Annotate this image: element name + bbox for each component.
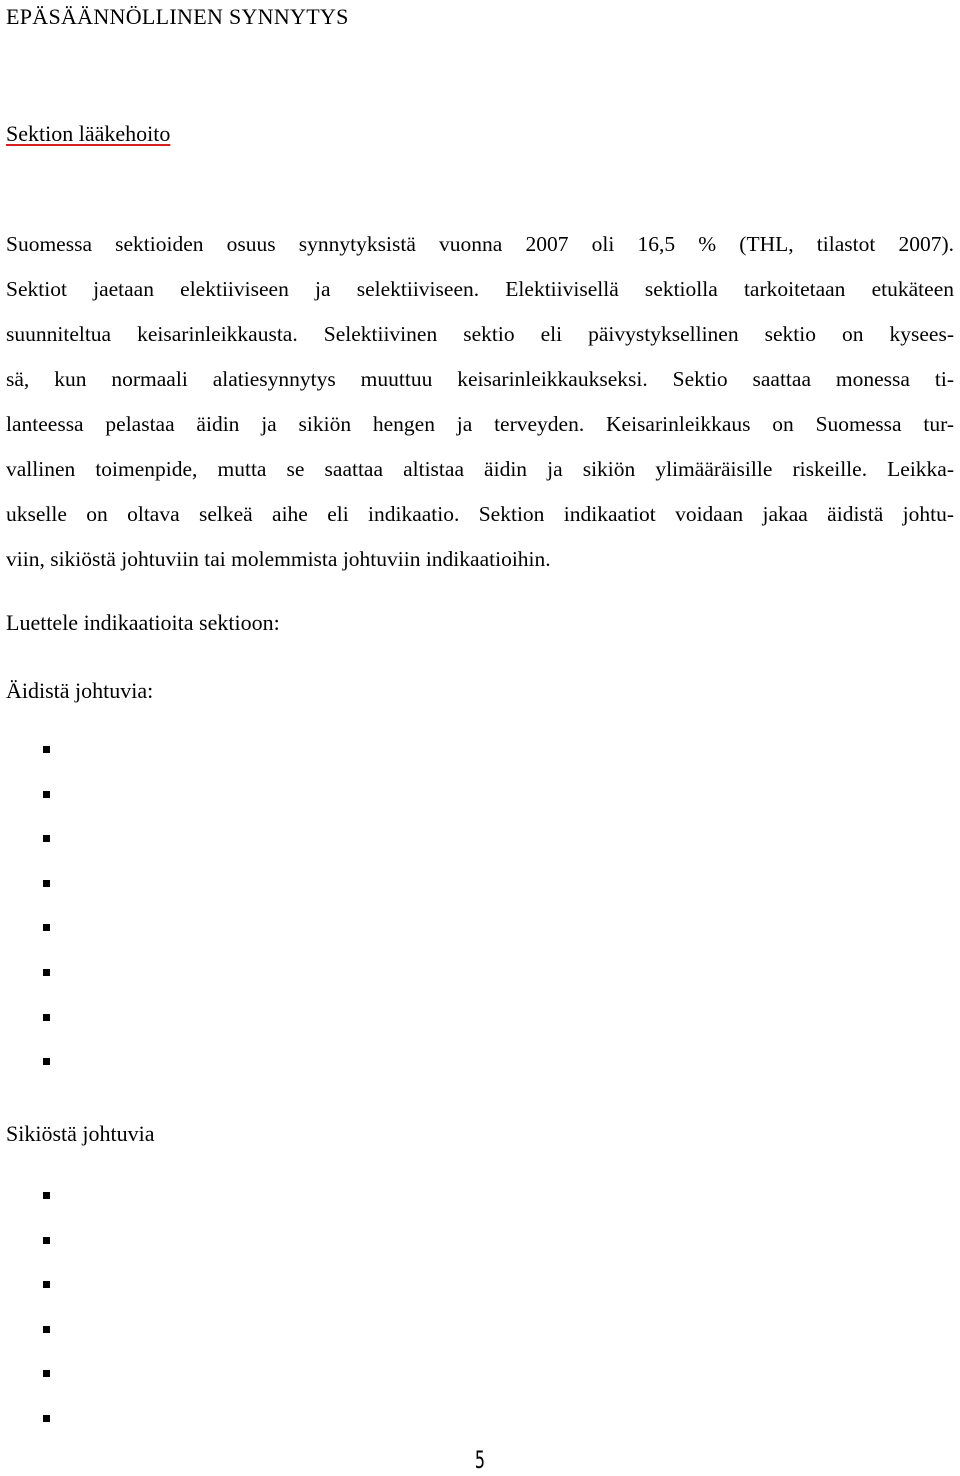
mother-bullet-item — [36, 777, 436, 822]
square-bullet-icon — [43, 791, 50, 798]
mother-bullet-item — [36, 955, 436, 1000]
paragraph-line: ukselle on oltava selkeä aihe eli indikaatio. Sektion indikaatiot voidaan jakaa äidistä johtu- — [6, 502, 954, 526]
square-bullet-icon — [43, 1237, 50, 1244]
square-bullet-icon — [43, 969, 50, 976]
fetus-bullet-item — [36, 1223, 436, 1268]
paragraph-line: Sektiot jaetaan elektiiviseen ja selektiiviseen. Elektiivisellä sektiolla tarkoitetaan etukäteen — [6, 277, 954, 301]
square-bullet-icon — [43, 924, 50, 931]
fetus-bullet-item — [36, 1401, 436, 1446]
square-bullet-icon — [43, 835, 50, 842]
fetus-indications-heading: Sikiöstä johtuvia — [6, 1121, 155, 1146]
fetus-bullet-item — [36, 1312, 436, 1357]
body-paragraph — [6, 222, 954, 582]
mother-indications-list — [36, 732, 436, 1089]
list-prompt: Luettele indikaatioita sektioon: — [6, 610, 280, 635]
square-bullet-icon — [43, 1058, 50, 1065]
mother-bullet-item — [36, 1000, 436, 1045]
mother-bullet-item — [36, 1044, 436, 1089]
square-bullet-icon — [43, 1281, 50, 1288]
paragraph-line: sä, kun normaali alatiesynnytys muuttuu keisarinleikkaukseksi. Sektio saattaa monessa ti- — [6, 367, 954, 391]
paragraph-line: Suomessa sektioiden osuus synnytyksistä vuonna 2007 oli 16,5 % (THL, tilastot 2007). — [6, 232, 954, 256]
paragraph-line: vallinen toimenpide, mutta se saattaa altistaa äidin ja sikiön ylimääräisille riskeille. Leikka- — [6, 457, 954, 481]
square-bullet-icon — [43, 1415, 50, 1422]
mother-bullet-item — [36, 910, 436, 955]
mother-bullet-item — [36, 732, 436, 777]
square-bullet-icon — [43, 880, 50, 887]
section-heading: Sektion lääkehoito — [6, 121, 171, 146]
mother-indications-heading: Äidistä johtuvia: — [6, 678, 154, 703]
square-bullet-icon — [43, 1014, 50, 1021]
mother-bullet-item — [36, 866, 436, 911]
square-bullet-icon — [43, 1370, 50, 1377]
mother-bullet-item — [36, 821, 436, 866]
document-title: EPÄSÄÄNNÖLLINEN SYNNYTYS — [6, 4, 349, 29]
fetus-bullet-item — [36, 1267, 436, 1312]
fetus-indications-list — [36, 1178, 436, 1446]
square-bullet-icon — [43, 1192, 50, 1199]
fetus-bullet-item — [36, 1178, 436, 1223]
paragraph-line: lanteessa pelastaa äidin ja sikiön hengen ja terveyden. Keisarinleikkaus on Suomessa tur- — [6, 412, 954, 436]
square-bullet-icon — [43, 746, 50, 753]
page-number: 5 — [474, 1446, 486, 1474]
paragraph-line: suunniteltua keisarinleikkausta. Selektiivinen sektio eli päivystyksellinen sektio on kysees- — [6, 322, 954, 346]
paragraph-line: viin, sikiöstä johtuviin tai molemmista johtuviin indikaatioihin. — [6, 547, 551, 571]
square-bullet-icon — [43, 1326, 50, 1333]
fetus-bullet-item — [36, 1356, 436, 1401]
